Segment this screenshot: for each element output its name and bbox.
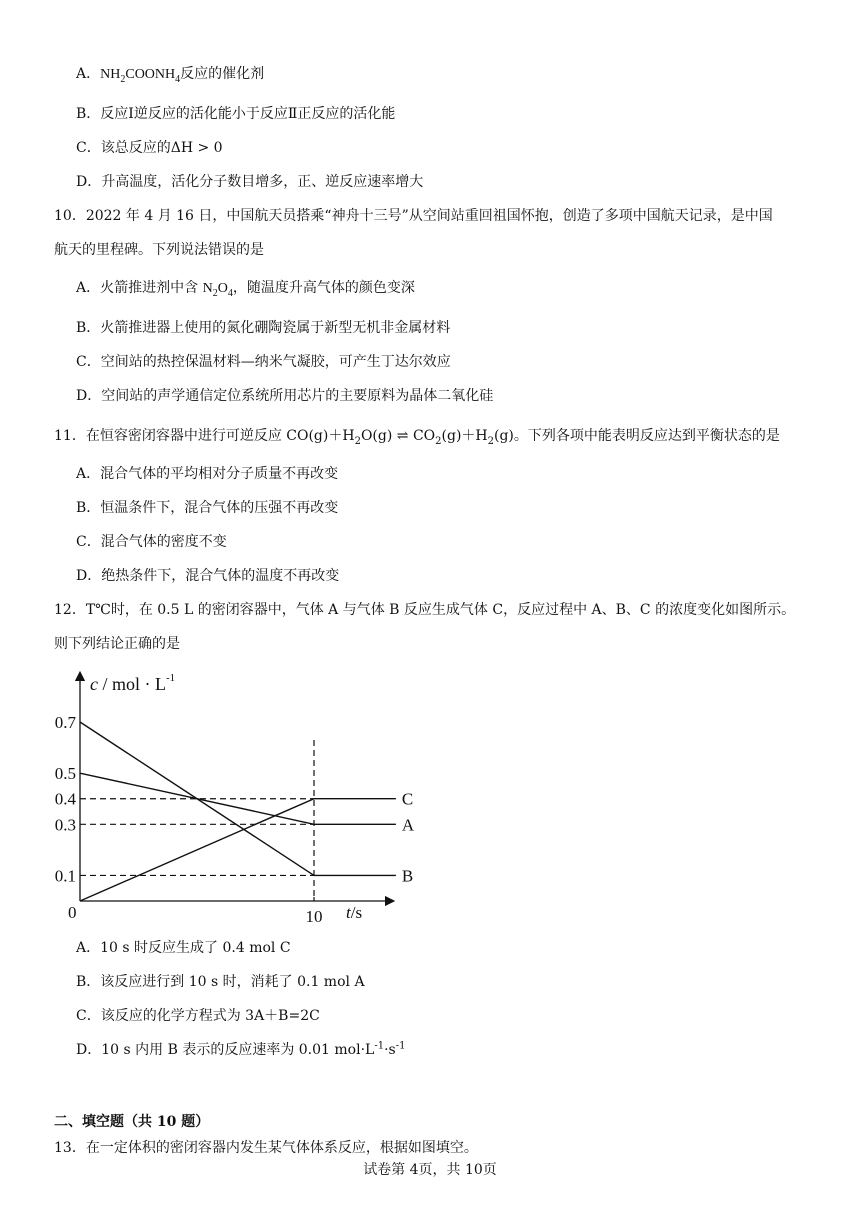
q10-option-d xyxy=(76,386,493,406)
option-text: 混合气体的密度不变 xyxy=(100,534,227,550)
option-text: 该反应进行到 10 s 时，消耗了 0.1 mol A xyxy=(100,974,365,990)
ylabel-unit: / mol · L xyxy=(98,674,166,694)
option-text: 反应Ⅰ逆反应的活化能小于反应Ⅱ正反应的活化能 xyxy=(100,106,396,122)
y-axis-label xyxy=(90,672,175,694)
origin-label: 0 xyxy=(68,903,77,922)
stem-text: CO xyxy=(408,428,436,444)
option-letter: B． xyxy=(76,974,101,990)
option-text: 反应的催化剂 xyxy=(180,66,265,82)
q10-option-b xyxy=(76,318,450,338)
q11-option-a xyxy=(76,464,338,484)
option-text: 火箭推进剂中含 xyxy=(100,280,203,296)
formula-subscript: 2 xyxy=(212,287,218,299)
q12-option-c xyxy=(76,1006,320,1026)
option-text: 升高温度，活化分子数目增多，正、逆反应速率增大 xyxy=(101,174,424,190)
formula-subscript: 4 xyxy=(227,287,233,299)
option-text: 10 s 内用 B 表示的反应速率为 0.01 mol·L xyxy=(101,1042,375,1058)
option-letter: A． xyxy=(76,940,101,956)
stem-text: (g)＋H xyxy=(441,428,488,444)
option-letter: A． xyxy=(76,66,101,82)
q11-option-b xyxy=(76,498,338,518)
q12-stem-line2: 则下列结论正确的是 xyxy=(54,636,180,652)
xlabel-var: t xyxy=(346,903,351,922)
concentration-time-chart xyxy=(50,668,415,928)
series-label-B: B xyxy=(401,866,414,886)
option-letter: A． xyxy=(76,280,101,296)
page-footer: 试卷第 4页，共 10页 xyxy=(363,1162,497,1178)
formula-part: N xyxy=(202,281,213,296)
q12-option-d xyxy=(76,1040,405,1060)
q12-option-a xyxy=(76,938,291,958)
option-letter: D． xyxy=(76,174,102,190)
q9-option-b xyxy=(76,104,395,124)
n2o4-formula xyxy=(202,281,233,299)
y-tick-label: 0.4 xyxy=(54,789,76,809)
q9-option-a xyxy=(76,64,264,85)
y-tick-label: 0.5 xyxy=(54,764,76,784)
q10-option-a xyxy=(76,278,415,299)
q10-stem-line1: 10．2022 年 4 月 16 日，中国航天员搭乘“神舟十三号”从空间站重回祖国怀抱，创造了多项中国航天记录，是中国 xyxy=(54,208,773,224)
option-letter: D． xyxy=(76,1042,102,1058)
q12-stem-line1: 12．T℃时，在 0.5 L 的密闭容器中，气体 A 与气体 B 反应生成气体 C，反应过程中 A、B、C 的浓度变化如图所示。 xyxy=(54,602,796,618)
q10-stem-line2: 航天的里程碑。下列说法错误的是 xyxy=(54,242,264,258)
option-text: 混合气体的平均相对分子质量不再改变 xyxy=(100,466,339,482)
option-text: 该反应的化学方程式为 3A＋B=2C xyxy=(100,1008,320,1024)
q12-option-b xyxy=(76,972,365,992)
option-letter: B． xyxy=(76,106,101,122)
q11-option-c xyxy=(76,532,227,552)
q11-option-d xyxy=(76,566,339,586)
option-letter: D． xyxy=(76,388,102,404)
option-letter: C． xyxy=(76,140,101,156)
y-tick-label: 0.7 xyxy=(54,713,76,733)
q13-stem: 13．在一定体积的密闭容器内发生某气体体系反应，根据如图填空。 xyxy=(54,1140,478,1156)
option-letter: C． xyxy=(76,354,101,370)
unit-exponent: -1 xyxy=(374,1040,385,1052)
nh2coonh4-formula xyxy=(100,67,181,85)
formula-subscript: 2 xyxy=(354,435,361,447)
series-labels xyxy=(402,790,415,886)
formula-subscript: 2 xyxy=(120,73,126,85)
ylabel-var: c xyxy=(90,674,98,694)
series-line-C xyxy=(80,799,396,901)
q9-option-c xyxy=(76,138,223,158)
section-heading: 二、填空题（共 10 题） xyxy=(54,1114,210,1130)
option-text: 空间站的热控保温材料—纳米气凝胶，可产生丁达尔效应 xyxy=(100,354,451,370)
option-text: 绝热条件下，混合气体的温度不再改变 xyxy=(101,568,340,584)
option-text: 空间站的声学通信定位系统所用芯片的主要原料为晶体二氧化硅 xyxy=(101,388,494,404)
option-letter: C． xyxy=(76,1008,101,1024)
q10-option-c xyxy=(76,352,451,372)
option-text: ·s xyxy=(384,1042,396,1058)
option-letter: D． xyxy=(76,568,102,584)
option-text: 火箭推进器上使用的氮化硼陶瓷属于新型无机非金属材料 xyxy=(100,320,451,336)
formula-subscript: 2 xyxy=(487,435,494,447)
formula-subscript: 4 xyxy=(175,73,181,85)
unit-exponent: -1 xyxy=(395,1040,406,1052)
y-tick-label: 0.3 xyxy=(54,815,76,835)
formula-part: NH xyxy=(100,67,121,82)
q11-stem xyxy=(54,426,780,446)
option-letter: B． xyxy=(76,320,101,336)
q9-option-d xyxy=(76,172,423,192)
formula-part: COONH xyxy=(125,67,176,82)
option-text: 该总反应的ΔH > 0 xyxy=(100,140,223,156)
series-label-C: C xyxy=(401,789,414,809)
x-axis-label xyxy=(346,903,362,922)
y-tick-label: 0.1 xyxy=(54,866,76,886)
x-tick-label: 10 xyxy=(305,907,323,926)
y-tick-labels xyxy=(55,713,77,885)
ylabel-exponent: -1 xyxy=(166,672,176,684)
reference-dashes xyxy=(80,740,314,901)
option-text: 10 s 时反应生成了 0.4 mol C xyxy=(100,940,291,956)
stem-text: 11．在恒容密闭容器中进行可逆反应 CO(g)＋H xyxy=(54,428,355,444)
series-label-A: A xyxy=(401,815,415,835)
option-text: ，随温度升高气体的颜色变深 xyxy=(232,280,415,296)
option-letter: B． xyxy=(76,500,101,516)
option-letter: A． xyxy=(76,466,101,482)
series-lines xyxy=(80,722,396,901)
xlabel-unit: /s xyxy=(350,903,363,922)
equilibrium-arrow-icon: ⇌ xyxy=(396,428,409,444)
formula-subscript: 2 xyxy=(435,435,442,447)
option-text: 恒温条件下，混合气体的压强不再改变 xyxy=(100,500,339,516)
stem-text: (g)。下列各项中能表明反应达到平衡状态的是 xyxy=(494,428,780,444)
formula-part: O xyxy=(217,281,228,296)
option-letter: C． xyxy=(76,534,101,550)
stem-text: O(g) xyxy=(360,428,397,444)
